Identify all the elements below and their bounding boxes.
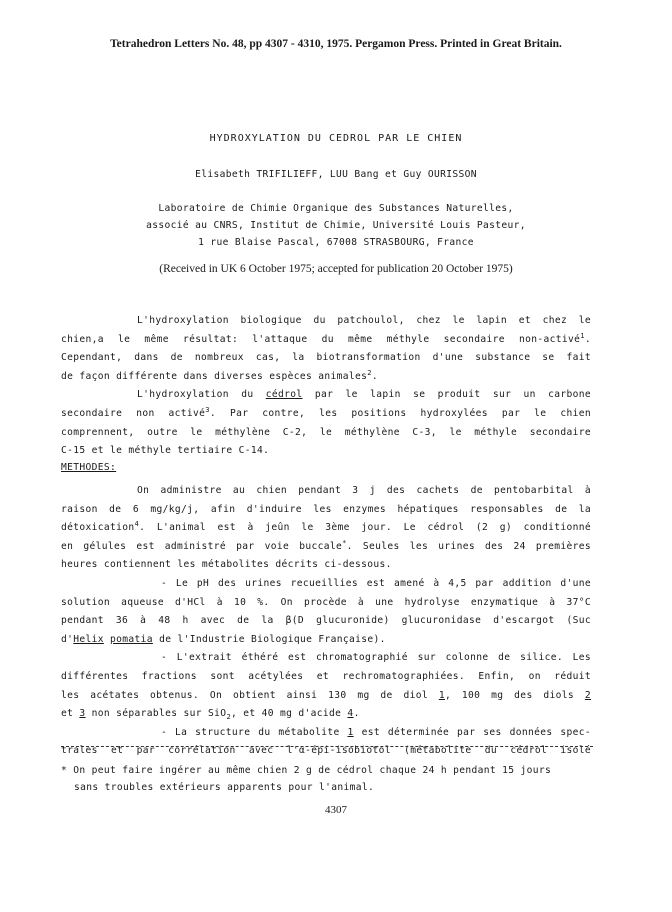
- subscript: 2: [226, 713, 232, 722]
- compound-number: 2: [584, 689, 591, 701]
- intro-text: [61, 312, 591, 461]
- text-span: détoxication: [61, 522, 135, 534]
- affiliation-line: 1 rue Blaise Pascal, 67008 STRASBOURG, France: [198, 237, 474, 248]
- text-span: , 100 mg des diols: [444, 689, 585, 701]
- text-span: L'hydroxylation du: [137, 389, 266, 401]
- text-span: . Par contre, les positions hydroxylées par le chien: [209, 407, 591, 419]
- text-span: , et 40 mg d'acide: [231, 708, 348, 720]
- compound-number: 1: [438, 689, 445, 701]
- page-number: 4307: [325, 804, 347, 816]
- footnote-line: sans troubles extérieurs apparents pour l'animal.: [74, 782, 375, 793]
- text-span: non séparables sur SiO: [85, 708, 227, 720]
- text-span: en gélules est administré par voie buccale: [61, 540, 343, 552]
- text-line: [61, 687, 591, 706]
- text-line: [61, 724, 591, 743]
- text-span: secondaire non activé: [61, 407, 206, 419]
- text-line: On administre au chien pendant 3 j des cachets de pentobarbital à: [137, 485, 591, 496]
- text-line: Cependant, dans de nombreux cas, la biotransformation d'une substance se fait: [61, 352, 591, 364]
- text-line: [61, 631, 591, 650]
- text-line: - Le pH des urines recueillies est amené à 4,5 par addition d'une: [161, 577, 591, 589]
- reference-superscript: 3: [205, 405, 210, 414]
- text-span: . L'animal est à jeûn le 3ème jour. Le cédrol (2 g) conditionné: [139, 522, 591, 534]
- text-span: On peut faire ingérer au même chien 2 g de cédrol chaque 24 h pendant 15 jours: [67, 765, 552, 776]
- compound-number: 3: [79, 708, 86, 720]
- compound-number: 4: [347, 708, 354, 720]
- text-line: [61, 331, 591, 350]
- text-span: .: [353, 708, 360, 720]
- text-line: différentes fractions sont acétylées et rechromatographiées. Enfin, on réduit: [61, 670, 591, 682]
- text-line: [61, 705, 591, 724]
- text-line: [61, 405, 591, 424]
- text-span: et: [61, 708, 80, 720]
- text-span: les acétates obtenus. On obtient ainsi 130 mg de diol: [61, 689, 439, 701]
- underlined-term: cédrol: [265, 389, 303, 401]
- text-span: chien,a le même résultat: l'attaque du même méthyle secondaire non-activé: [61, 333, 581, 345]
- underlined-term: Helix: [73, 633, 104, 645]
- footnote-marker: *: [61, 765, 68, 776]
- compound-number: 1: [347, 726, 354, 738]
- text-span: . Seules les urines des 24 premières: [346, 540, 591, 552]
- reference-superscript: 1: [580, 331, 585, 340]
- text-span: .: [371, 370, 379, 382]
- reference-superscript: 2: [367, 368, 372, 377]
- text-span: de l'Industrie Biologique Française).: [152, 633, 386, 645]
- text-line: comprennent, outre le méthylène C-2, le méthylène C-3, le méthyle secondaire: [61, 426, 591, 438]
- footnote-line: [61, 762, 601, 779]
- authors: Elisabeth TRIFILIEFF, LUU Bang et Guy OURISSON: [195, 169, 477, 180]
- text-line: [61, 386, 591, 405]
- text-line: [61, 538, 591, 557]
- footnote: [61, 762, 601, 796]
- text-line: heures contiennent les métabolites décrits ci-dessous.: [61, 559, 392, 571]
- affiliation: [0, 200, 672, 251]
- text-line: [61, 519, 591, 538]
- text-span: .: [584, 333, 591, 345]
- journal-header: Tetrahedron Letters No. 48, pp 4307 - 4310, 1975. Pergamon Press. Printed in Great Britain.: [110, 38, 562, 50]
- methods-text: [61, 482, 591, 761]
- text-line: pendant 36 à 48 h avec de la β(D glucuronide) glucuronidase d'escargot (Suc: [61, 615, 591, 627]
- text-line: raison de 6 mg/kg/j, afin d'induire les enzymes hépatiques responsables de la: [61, 503, 591, 515]
- text-line: [61, 368, 591, 387]
- text-line: - L'extrait éthéré est chromatographié sur colonne de silice. Les: [161, 652, 591, 664]
- affiliation-line: associé au CNRS, Institut de Chimie, Université Louis Pasteur,: [146, 220, 526, 231]
- section-heading: METHODES:: [61, 462, 117, 473]
- received-dates: (Received in UK 6 October 1975; accepted for publication 20 October 1975): [159, 263, 513, 275]
- reference-superscript: 4: [134, 520, 140, 528]
- text-span: d': [61, 633, 74, 645]
- underlined-term: pomatia: [110, 633, 153, 645]
- text-span: de façon différente dans diverses espèces animales: [61, 370, 368, 382]
- text-line: C-15 et le méthyle tertiaire C-14.: [61, 445, 270, 457]
- text-line: L'hydroxylation biologique du patchoulol, chez le lapin et chez le: [137, 315, 591, 326]
- footnote-marker: *: [342, 538, 347, 547]
- text-span: - La structure du métabolite: [161, 726, 348, 738]
- text-line: trales et par corrélation avec l'α-épi-isobiotol (métabolite du cédrol isolé: [61, 745, 591, 757]
- text-span: est déterminée par ses données spec-: [353, 726, 591, 738]
- article-title: HYDROXYLATION DU CEDROL PAR LE CHIEN: [209, 133, 463, 144]
- text-span: par le lapin se produit sur un carbone: [302, 389, 591, 401]
- footnote-divider: [61, 746, 593, 747]
- text-line: solution aqueuse d'HCl à 10 %. On procède à une hydrolyse enzymatique à 37°C: [61, 596, 591, 608]
- affiliation-line: Laboratoire de Chimie Organique des Substances Naturelles,: [158, 203, 514, 214]
